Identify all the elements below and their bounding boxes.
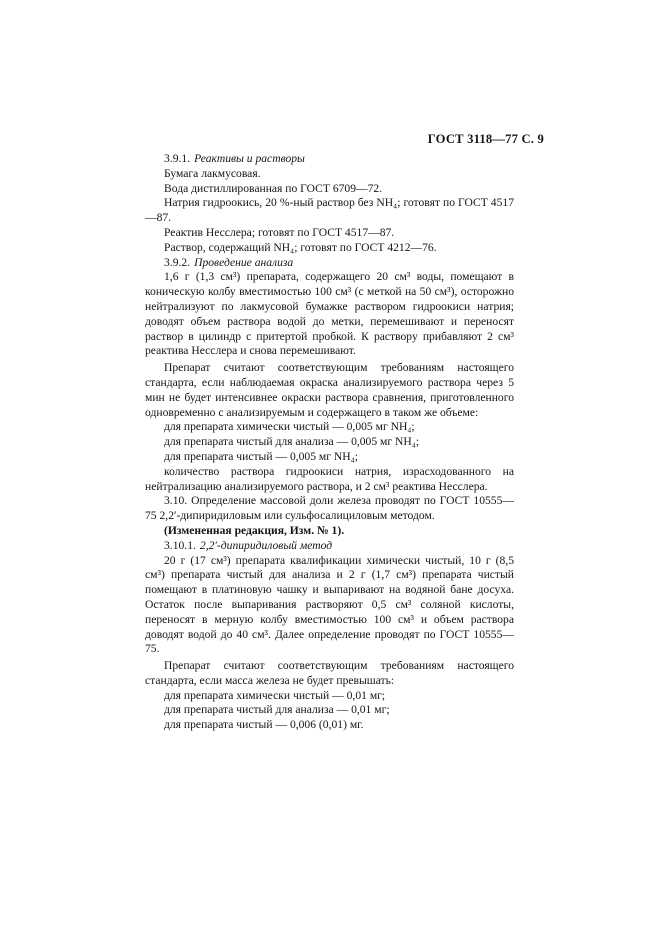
iron-limit-item: для препарата чистый — 0,006 (0,01) мг. [164, 718, 364, 732]
reagent-nessler: Реактив Несслера; готовят по ГОСТ 4517—87. [164, 225, 395, 239]
analysis-naoh-amount: количество раствора гидроокиси натрия, израсходованного на нейтрализацию анализируемого раствора, и 2 см³ реактива Несслера. [145, 464, 514, 493]
section-number: 3.9.1. [164, 152, 191, 165]
section-3-9-1-heading [145, 152, 514, 167]
iron-procedure: 20 г (17 см³) препарата квалификации химически чистый, 10 г (8,5 см³) препарата чистый для анализа и 2 г (1,7 см³) препарата чистый помещают в платиновую чашку и выпаривают на водяной бане досуха. Остаток после выпаривания растворяют 0,5 см³ соляной кислоты, переносят в мерную колбу вместимостью 100 см³ и объем раствора доводят водой до 40 см³. Далее определение проводят по ГОСТ 10555—75. [145, 553, 514, 656]
section-title: Реактивы и растворы [194, 152, 305, 165]
page-header: ГОСТ 3118—77 С. 9 [427, 132, 544, 146]
iron-limit-item: для препарата химически чистый — 0,01 мг; [164, 688, 386, 702]
section-3-10: 3.10. Определение массовой доли железа проводят по ГОСТ 10555—75 2,2′-дипиридиловым или сульфосалициловым методом. [145, 494, 514, 523]
section-number: 3.9.2. [164, 255, 191, 269]
section-title: 2,2′-дипиридиловый метод [199, 538, 333, 552]
analysis-limit-item: для препарата чистый для анализа — 0,005 мг NH₄; [164, 435, 420, 449]
document-body [145, 152, 514, 733]
analysis-limit-item: для препарата чистый — 0,005 мг NH₄; [164, 449, 358, 463]
analysis-limit-item: для препарата химически чистый — 0,005 мг NH₄; [164, 420, 415, 434]
section-3-10-1-heading [145, 539, 514, 554]
reagent-naoh: Натрия гидроокись, 20 %-ный раствор без NH₄; готовят по ГОСТ 4517—87. [145, 196, 514, 225]
section-number: 3.10.1. [164, 538, 196, 552]
analysis-procedure: 1,6 г (1,3 см³) препарата, содержащего 20 см³ воды, помещают в коническую колбу вместимостью 100 см³ (с меткой на 50 см³), осторожно нейтрализуют по лакмусовой бумажке раствором гидроокиси натрия; доводят объем раствора водой до метки, перемешивают и переносят раствор в цилиндр с притертой пробкой. К раствору прибавляют 2 см³ реактива Несслера и снова перемешивают. [145, 270, 514, 358]
iron-limit-item: для препарата чистый для анализа — 0,01 мг; [164, 703, 390, 717]
analysis-criterion: Препарат считают соответствующим требованиям настоящего стандарта, если наблюдаемая окраска анализируемого раствора через 5 мин не будет интенсивнее окраски раствора сравнения, приготовленного одновременно с анализируемым и содержащего в таком же объеме: [145, 361, 514, 419]
amendment-note: (Измененная редакция, Изм. № 1). [164, 523, 345, 537]
section-3-9-2-heading [145, 256, 514, 271]
iron-criterion: Препарат считают соответствующим требованиям настоящего стандарта, если масса железа не будет превышать: [145, 659, 514, 687]
reagent-litmus: Бумага лакмусовая. [164, 166, 261, 180]
reagent-water: Вода дистиллированная по ГОСТ 6709—72. [164, 181, 383, 195]
reagent-nh4-solution: Раствор, содержащий NH₄; готовят по ГОСТ 4212—76. [164, 240, 437, 254]
section-title: Проведение анализа [194, 255, 294, 269]
